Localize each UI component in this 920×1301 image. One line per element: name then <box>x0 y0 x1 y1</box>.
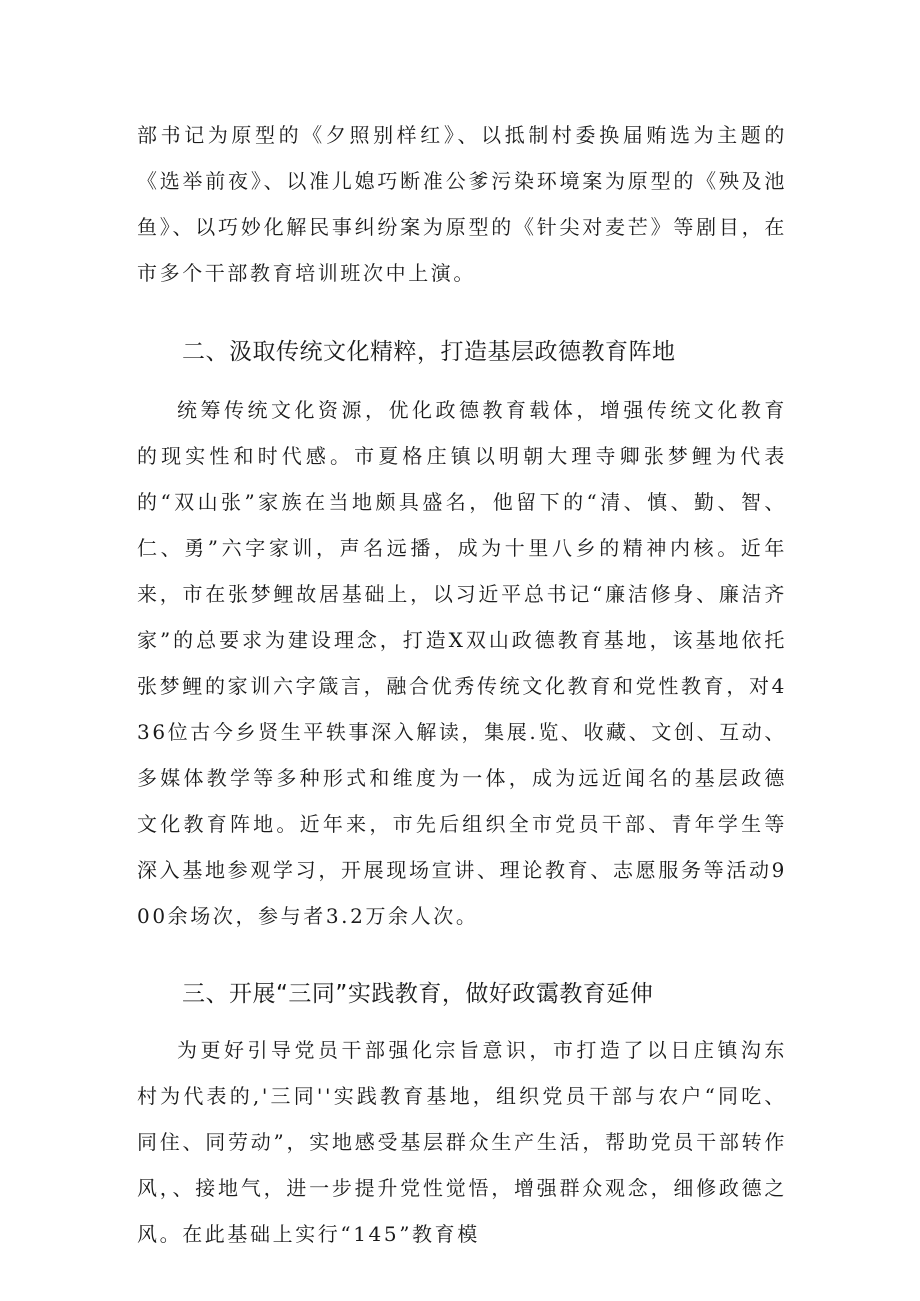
section-heading-3: 三、开展“三同”实践教育，做好政霭教育延伸 <box>182 981 654 1007</box>
section-heading-2: 二、汲取传统文化精粹，打造基层政德教育阵地 <box>182 339 676 365</box>
paragraph-3: 为更好引导党员干部强化宗旨意识，市打造了以日庄镇沟东村为代表的,'三同''实践教育基地，组织党员干部与农户“同吃、同住、同劳动”，实地感受基层群众生产生活，帮助党员干部转作风，、接地气，进一步提升党性觉悟，增强群众观念，细修政德之风。在此基础上实行“145”教育模 <box>137 1038 787 1246</box>
spacer <box>137 1017 787 1027</box>
paragraph-2: 统筹传统文化资源，优化政德教育载体，增强传统文化教育的现实性和时代感。市夏格庄镇以明朝大理寺卿张梦鲤为代表的“双山张”家族在当地颇具盛名，他留下的“清、慎、勤、智、仁、勇”六字家训，声名远播，成为十里八乡的精神内核。近年来，市在张梦鲤故居基础上，以习近平总书记“廉洁修身、廉洁齐家”的总要求为建设理念，打造X双山政德教育基地，该基地依托张梦鲤的家训六字箴言，融合优秀传统文化教育和党性教育，对436位古今乡贤生平轶事深入解读，集展.览、收藏、文创、互动、多媒体教学等多种形式和维度为一体，成为远近闻名的基层政德文化教育阵地。近年来，市先后组织全市党员干部、青年学生等深入基地参观学习，开展现场宣讲、理论教育、志愿服务等活动900余场次，参与者3.2万余人次。 <box>137 398 787 928</box>
paragraph-1: 部书记为原型的《夕照别样红》、以抵制村委换届贿选为主题的《选举前夜》、以准儿媳巧断准公爹污染环境案为原型的《殃及池鱼》、以巧妙化解民事纠纷案为原型的《针尖对麦芒》等剧目，在市多个干部教育培训班次中上演。 <box>137 123 787 285</box>
spacer <box>137 375 787 387</box>
spacer <box>137 296 787 329</box>
spacer <box>137 939 787 971</box>
document-body <box>137 112 787 1257</box>
